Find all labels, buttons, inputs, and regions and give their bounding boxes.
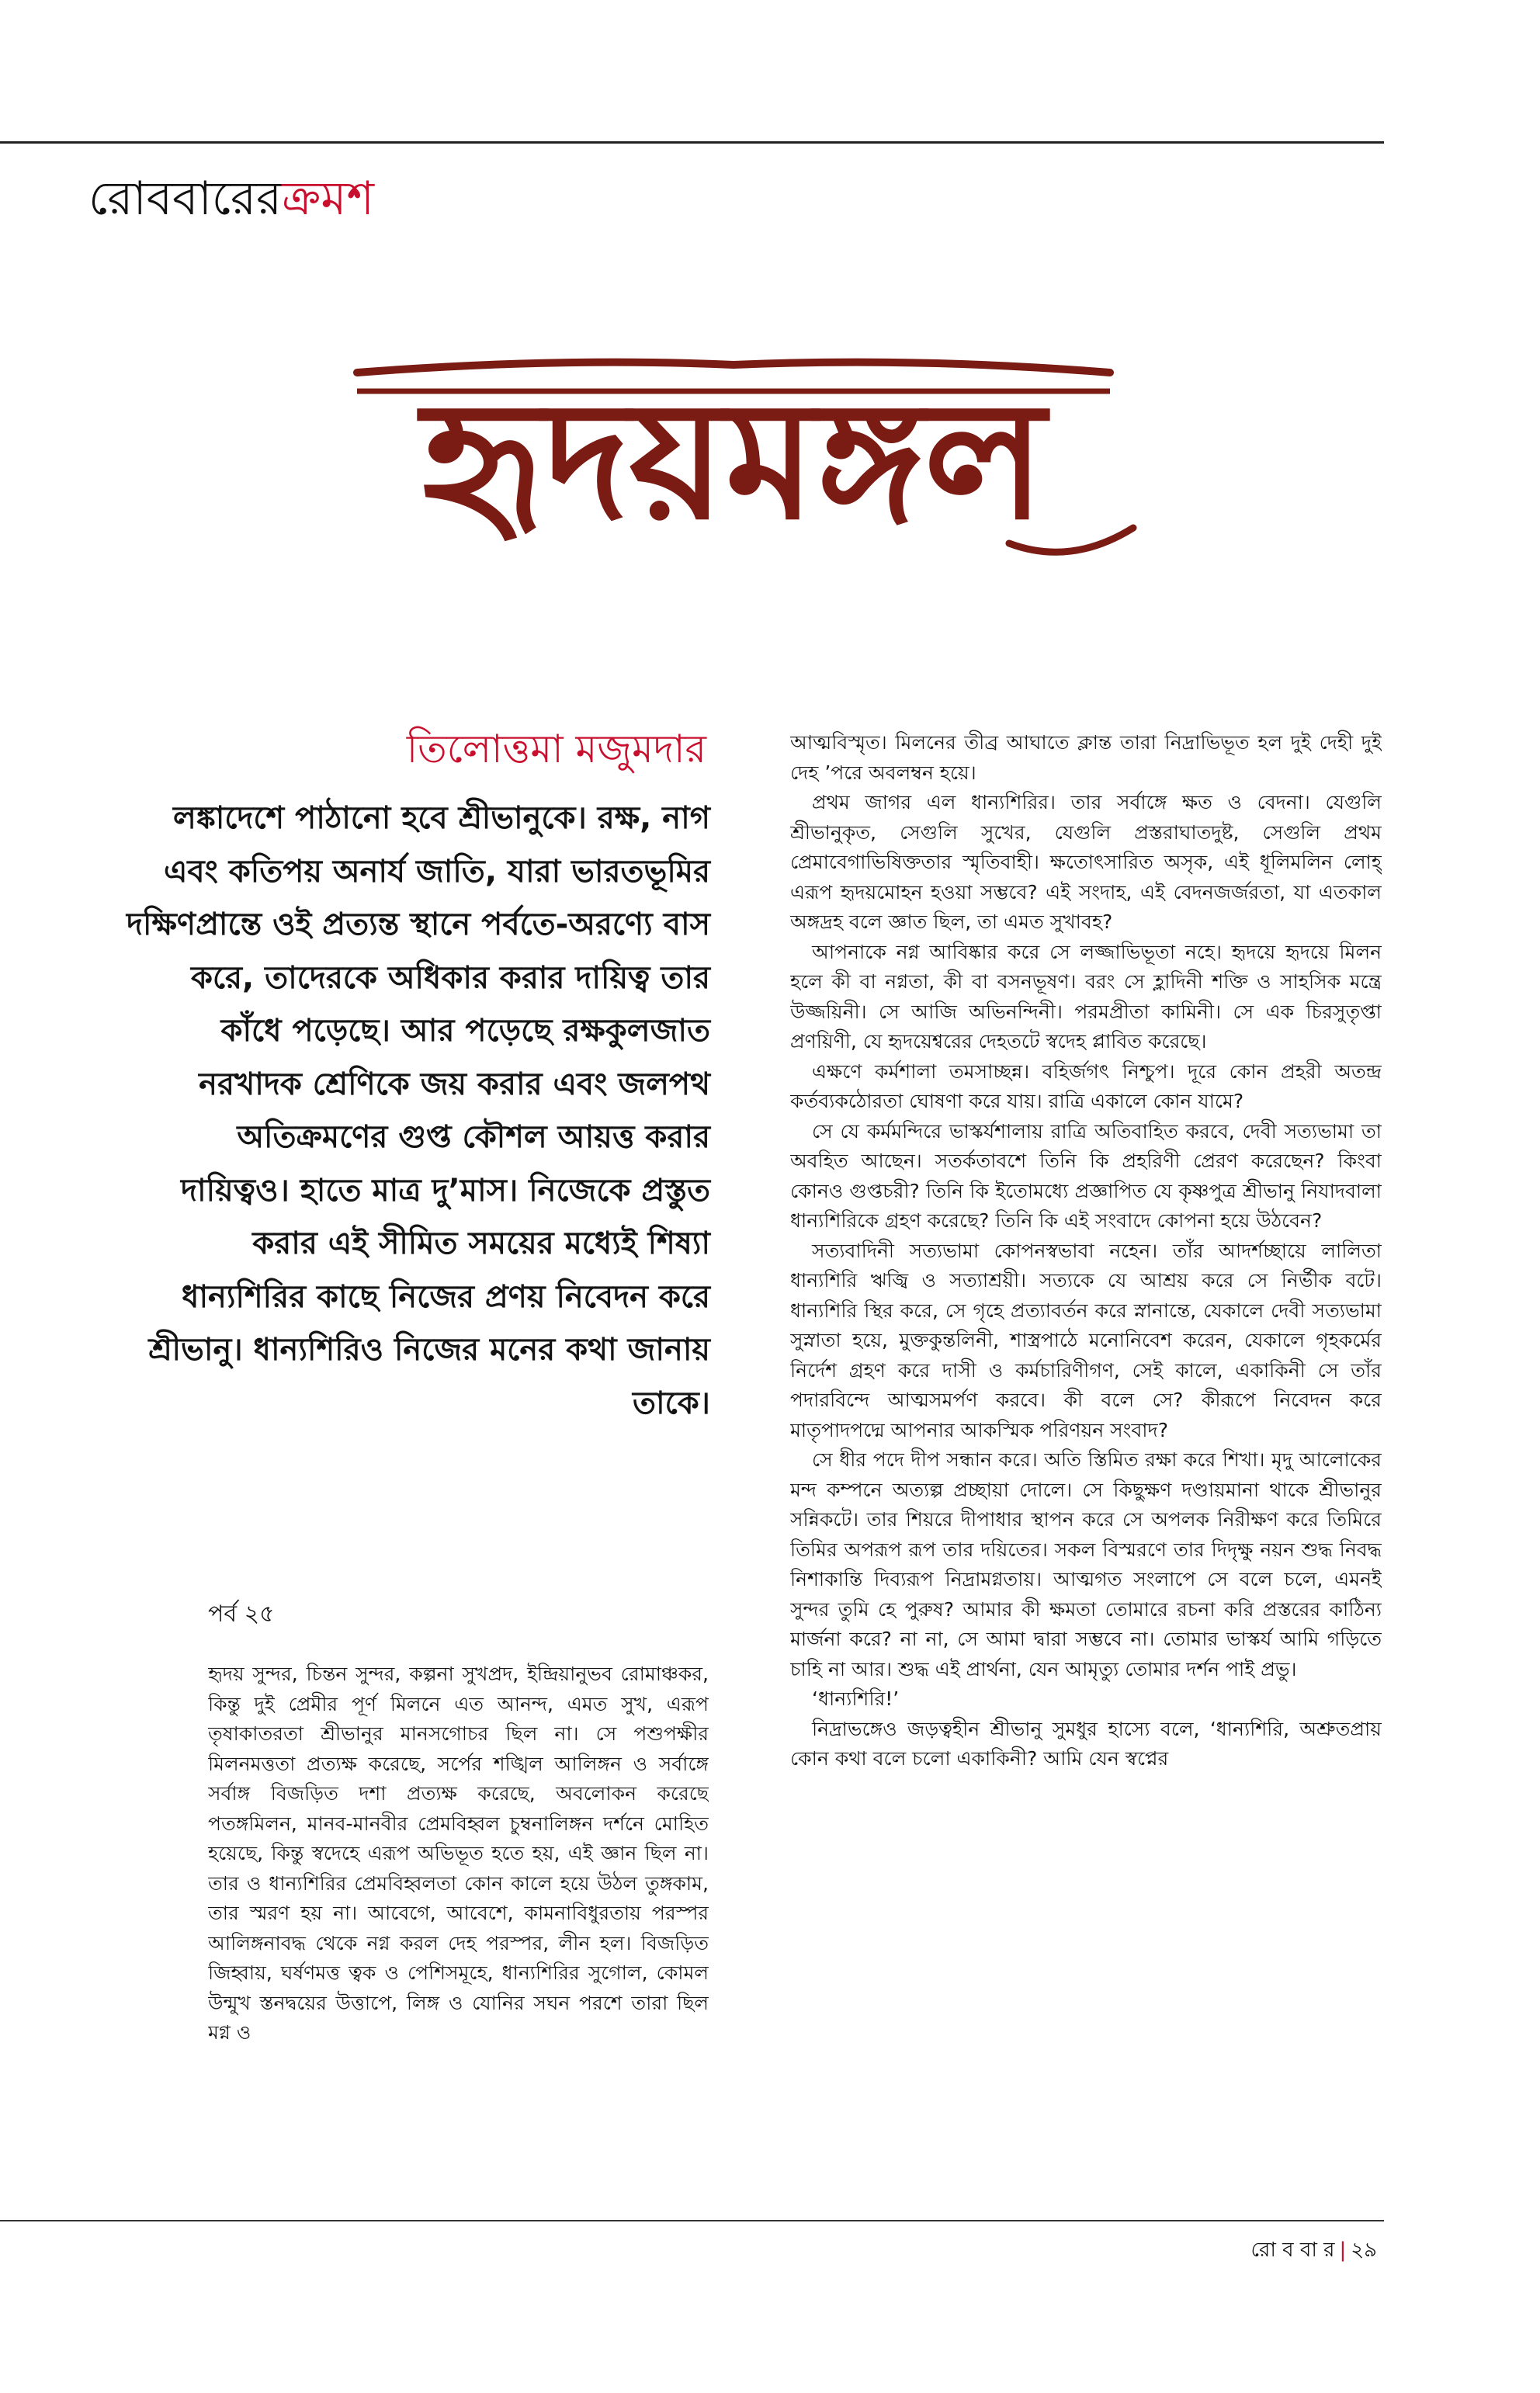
lead-paragraph: লঙ্কাদেশে পাঠানো হবে শ্রীভানুকে। রক্ষ, নাগ এবং কতিপয় অনার্য জাতি, যারা ভারতভূমির দক্ষিণপ্রান্তে ওই প্রত্যন্ত স্থানে পর্বতে-অরণ্যে বাস করে, তাদেরকে অধিকার করার দায়িত্ব তার কাঁধে পড়েছে। আর পড়েছে রক্ষকুলজাত নরখাদক শ্রেণিকে জয় করার এবং জলপথ অতিক্রমণের গুপ্ত কৌশল আয়ত্ত করার দায়িত্বও। হাতে মাত্র দু’মাস। নিজেকে প্রস্তুত করার এই সীমিত সময়ের মধ্যেই শিষ্যা ধান্যশিরির কাছে নিজের প্রণয় নিবেদন করে শ্রীভানু। ধান্যশিরিও নিজের মনের কথা জানায় তাকে।	[127, 800, 710, 1421]
part-label: পর্ব ২৫	[208, 1601, 275, 1628]
body-paragraph: সে যে কর্মমন্দিরে ভাস্কর্যশালায় রাত্রি অতিবাহিত করবে, দেবী সত্যভামা তা অবহিত আছেন। সতর্কতাবশে তিনি কি প্রহরিণী প্রেরণ করেছেন? কিংবা কোনও গুপ্তচরী? তিনি কি ইতোমধ্যে প্রজ্ঞাপিত যে কৃষ্ণপুত্র শ্রীভানু নিযাদবালা ধান্যশিরিকে গ্রহণ করেছে? তিনি কি এই সংবাদে কোপনা হয়ে উঠবেন?	[790, 1119, 1382, 1232]
bottom-rule	[0, 2220, 1384, 2221]
section-heading	[88, 163, 374, 241]
masthead-logo	[326, 334, 1141, 590]
footer-separator: |	[1339, 2239, 1347, 2262]
body-paragraph: সে ধীর পদে দীপ সন্ধান করে। অতি স্তিমিত রক্ষা করে শিখা। মৃদু আলোকের মন্দ কম্পনে অত্যল্প প্রচ্ছায়া দোলে। সে কিছুক্ষণ দণ্ডায়মানা থাকে শ্রীভানুর সন্নিকটে। তার শিয়রে দীপাধার স্থাপন করে সে অপলক নিরীক্ষণ করে তিমিরে তিমির অপরূপ রূপ তার দয়িতের। সকল বিস্মরণে তার দিদৃক্ষু নয়ন শুদ্ধ নিবদ্ধ নিশাকান্তি দিব্যরূপ নিদ্রামগ্নতায়। আত্মগত সংলাপে সে বলে চলে, এমনই সুন্দর তুমি হে পুরুষ? আমার কী ক্ষমতা তোমারে রচনা করি প্রস্তরের কাঠিন্য মার্জনা করে? না না, সে আমা দ্বারা সম্ভবে না। তোমার ভাস্কর্য আমি গড়িতে চাহি না আর। শুদ্ধ এই প্রার্থনা, যেন আমৃত্যু তোমার দর্শন পাই প্রভু।	[790, 1448, 1382, 1680]
body-paragraph: প্রথম জাগর এল ধান্যশিরির। তার সর্বাঙ্গে ক্ষত ও বেদনা। যেগুলি শ্রীভানুকৃত, সেগুলি সুখের, যেগুলি প্রস্তরাঘাতদুষ্ট, সেগুলি প্রথম প্রেমাবেগাভিষিক্ততার স্মৃতিবাহী। ক্ষতোৎসারিত অসৃক, এই ধূলিমলিন লোহ্ এরূপ হৃদয়মোহন হওয়া সম্ভবে? এই সংদাহ, এই বেদনজর্জরতা, যা এতকাল অঙ্গদ্রহ বলে জ্ঞাত ছিল, তা এমত সুখাবহ?	[790, 791, 1382, 933]
body-paragraph: এক্ষণে কর্মশালা তমসাচ্ছন্ন। বহির্জগৎ নিশ্চুপ। দূরে কোন প্রহরী অতন্দ্র কর্তব্যকঠোরতা ঘোষণা করে যায়। রাত্রি একালে কোন যামে?	[790, 1060, 1382, 1112]
body-paragraph: আত্মবিস্মৃত। মিলনের তীব্র আঘাতে ক্লান্ত তারা নিদ্রাভিভূত হল দুই দেহী দুই দেহ ’পরে অবলম্বন হয়ে।	[790, 731, 1382, 784]
body-paragraph: সত্যবাদিনী সত্যভামা কোপনস্বভাবা নহেন। তাঁর আদর্শচ্ছায়ে লালিতা ধান্যশিরি ঋজ্বি ও সত্যাশ্রয়ী। সত্যকে যে আশ্রয় করে সে নির্ভীক বটে। ধান্যশিরি স্থির করে, সে গৃহে প্রত্যাবর্তন করে স্নানান্তে, যেকালে দেবী সত্যভামা সুস্নাতা হয়ে, মুক্তকুন্তলিনী, শাস্ত্রপাঠে মনোনিবেশ করেন, যেকালে গৃহকর্মের নির্দেশ গ্রহণ করে দাসী ও কর্মচারিণীগণ, সেই কালে, একাকিনী সে তাঁর পদারবিন্দে আত্মসমর্পণ করবে। কী বলে সে? কীরূপে নিবেদন করে মাতৃপাদপদ্মে আপনার আকস্মিক পরিণয়ন সংবাদ?	[790, 1239, 1382, 1441]
body-column-left: হৃদয় সুন্দর, চিন্তন সুন্দর, কল্পনা সুখপ্রদ, ইন্দ্রিয়ানুভব রোমাঞ্চকর, কিন্তু দুই প্রেমীর পূর্ণ মিলনে এত আনন্দ, এমত সুখ, এরূপ তৃষাকাতরতা শ্রীভানুর মানসগোচর ছিল না। সে পশুপক্ষীর মিলনমত্ততা প্রত্যক্ষ করেছে, সর্পের শঙ্খিল আলিঙ্গন ও সর্বাঙ্গে সর্বাঙ্গ বিজড়িত দশা প্রত্যক্ষ করেছে, অবলোকন করেছে পতঙ্গমিলন, মানব-মানবীর প্রেমবিহ্বল চুম্বনালিঙ্গন দর্শনে মোহিত হয়েছে, কিন্তু স্বদেহে এরূপ অভিভূত হতে হয়, এই জ্ঞান ছিল না। তার ও ধান্যশিরির প্রেমবিহ্বলতা কোন কালে হয়ে উঠল তুঙ্গকাম, তার স্মরণ হয় না। আবেগে, আবেশে, কামনাবিধুরতায় পরস্পর আলিঙ্গনাবদ্ধ থেকে নগ্ন করল দেহ পরস্পর, লীন হল। বিজড়িত জিহ্বায়, ঘর্ষণমত্ত ত্বক ও পেশিসমূহে, ধান্যশিরির সুগোল, কোমল উন্মুখ স্তনদ্বয়ের উত্তাপে, লিঙ্গ ও যোনির সঘন পরশে তারা ছিল মগ্ন ও	[208, 1663, 709, 2044]
section-accent: ক্রমশ	[282, 172, 375, 226]
page-footer	[1250, 2234, 1377, 2268]
author-name: তিলোত্তমা মজুমদার	[406, 727, 706, 772]
masthead-title: হৃদয়মঙ্গল	[421, 366, 1046, 556]
page-number: ২৯	[1351, 2239, 1377, 2262]
top-rule	[0, 141, 1384, 144]
section-prefix: রোববারের	[88, 172, 283, 226]
body-paragraph: আপনাকে নগ্ন আবিষ্কার করে সে লজ্জাভিভূতা নহে। হৃদয়ে হৃদয়ে মিলন হলে কী বা নগ্নতা, কী বা বসনভূষণ। বরং সে হ্লাদিনী শক্তি ও সাহসিক মন্ত্রে উজ্জয়িনী। সে আজি অভিনন্দিনী। পরমপ্রীতা কামিনী। সে এক চিরসুতৃপ্তা প্রণয়িণী, যে হৃদয়েশ্বরের দেহতটে স্বদেহ প্লাবিত করেছে।	[790, 940, 1382, 1053]
body-column-right	[790, 728, 1382, 2203]
body-paragraph: নিদ্রাভঙ্গেও জড়ত্বহীন শ্রীভানু সুমধুর হাস্যে বলে, ‘ধান্যশিরি, অশ্রুতপ্রায় কোন কথা বলে চলো একাকিনী? আমি যেন স্বপ্নের	[790, 1717, 1382, 1770]
body-paragraph: ‘ধান্যশিরি!’	[812, 1687, 900, 1710]
footer-publication: রো ব বা র	[1250, 2239, 1335, 2262]
